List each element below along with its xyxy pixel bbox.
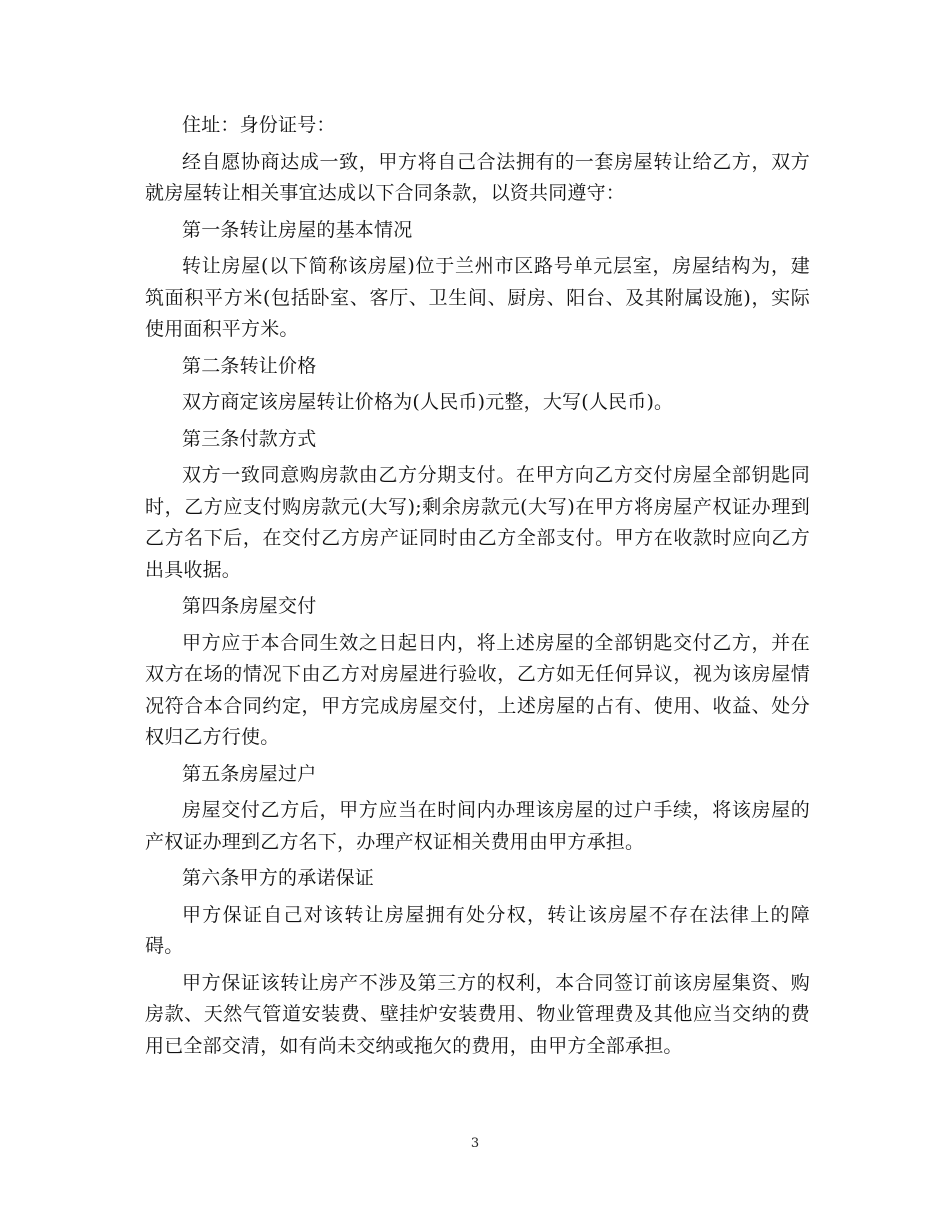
preamble-paragraph: 经自愿协商达成一致，甲方将自己合法拥有的一套房屋转让给乙方，双方就房屋转让相关事宜达成以下合同条款，以资共同遵守：: [145, 150, 810, 204]
article-5-heading: 第五条房屋过户: [182, 762, 317, 785]
article-3-heading: 第三条付款方式: [182, 427, 317, 450]
article-5-body: 房屋交付乙方后，甲方应当在时间内办理该房屋的过户手续，将该房屋的产权证办理到乙方名下，办理产权证相关费用由甲方承担。: [145, 799, 810, 853]
address-id-line: 住址：身份证号：: [182, 114, 336, 136]
article-6-clause-2: 甲方保证该转让房产不涉及第三方的权利，本合同签订前该房屋集资、购房款、天然气管道安装费、壁挂炉安装费用、物业管理费及其他应当交纳的费用已全部交清，如有尚未交纳或拖欠的费用，由甲方全部承担。: [145, 971, 810, 1057]
article-2-heading: 第二条转让价格: [182, 354, 317, 377]
article-2-body: 双方商定该房屋转让价格为(人民币)元整，大写(人民币)。: [182, 391, 674, 413]
page-number: 3: [470, 1136, 480, 1151]
article-4-body: 甲方应于本合同生效之日起日内，将上述房屋的全部钥匙交付乙方，并在双方在场的情况下由乙方对房屋进行验收，乙方如无任何异议，视为该房屋情况符合本合同约定，甲方完成房屋交付，上述房屋的占有、使用、收益、处分权归乙方行使。: [145, 631, 810, 748]
article-3-body: 双方一致同意购房款由乙方分期支付。在甲方向乙方交付房屋全部钥匙同时，乙方应支付购房款元(大写);剩余房款元(大写)在甲方将房屋产权证办理到乙方名下后，在交付乙方房产证同时由乙方全部支付。甲方在收款时应向乙方出具收据。: [145, 464, 810, 581]
article-6-heading: 第六条甲方的承诺保证: [182, 867, 375, 889]
article-6-clause-1: 甲方保证自己对该转让房屋拥有处分权，转让该房屋不存在法律上的障碍。: [145, 903, 810, 957]
article-4-heading: 第四条房屋交付: [182, 595, 317, 617]
article-1-heading: 第一条转让房屋的基本情况: [182, 218, 413, 241]
article-1-body: 转让房屋(以下简称该房屋)位于兰州市区路号单元层室，房屋结构为，建筑面积平方米(包括卧室、客厅、卫生间、厨房、阳台、及其附属设施)，实际使用面积平方米。: [145, 255, 810, 340]
document-body: [145, 110, 810, 1062]
